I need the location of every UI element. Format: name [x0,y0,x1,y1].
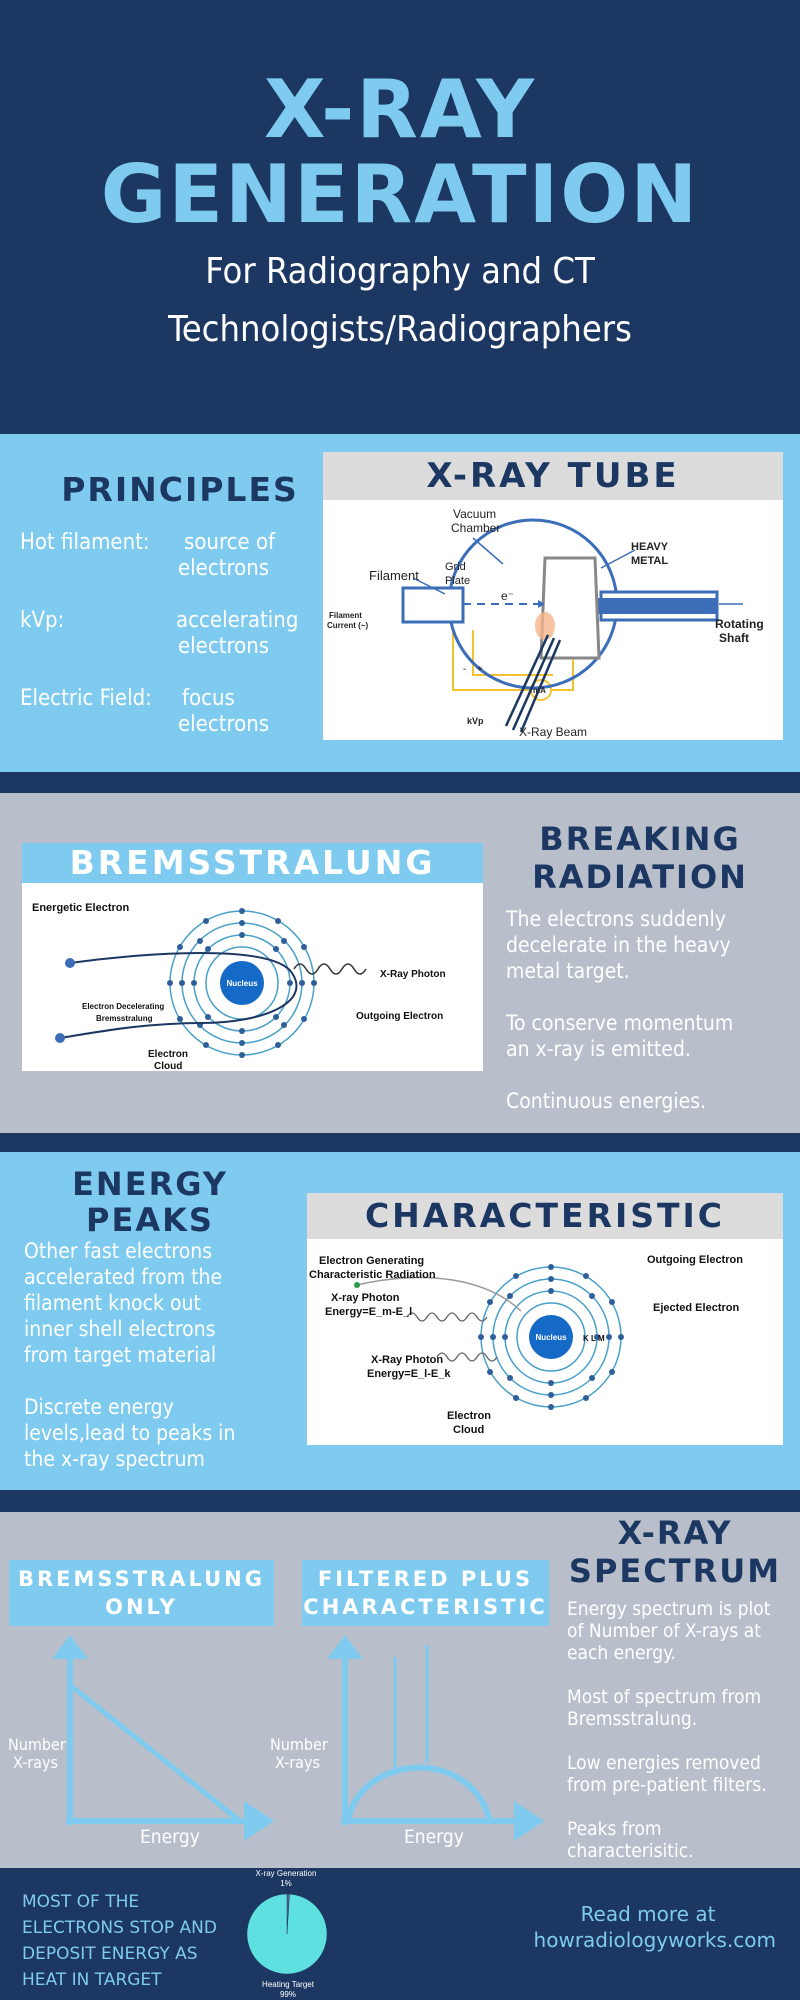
spectrum-line: Most of spectrum from [567,1686,762,1708]
tube-label-plus: + [477,664,483,675]
graph2-ylabel-1: Number [270,1735,328,1754]
graph1-xlabel: Energy [140,1826,200,1848]
char-label-ejected: Ejected Electron [653,1302,740,1314]
characteristic-banner: CHARACTERISTIC [307,1193,783,1239]
spectrum-heading-1: X-RAY [617,1514,733,1552]
energy-line: accelerated from the [24,1265,223,1289]
page-title-line2: GENERATION [100,148,700,241]
read-more-label: Read more at [580,1902,716,1926]
tube-label-kvp: kVp [467,716,484,726]
bremsstrahlung-banner: BREMSSTRALUNG [22,843,483,883]
char-label-photon1b: Energy=E_m-E_l [325,1306,413,1318]
spectrum-text-2 [567,1686,761,1730]
pie-pct-xray: 1% [280,1879,292,1888]
principle-desc-2a: accelerating [176,608,299,633]
principle-term-1: Hot filament: [20,530,150,555]
breaking-line: metal target. [506,959,630,983]
tube-label-filament: Filament [369,568,419,583]
char-label-klm: K L M [583,1334,605,1343]
energy-peaks-heading-1: ENERGY [72,1165,228,1203]
bremsstrahlung-box [22,843,483,1071]
characteristic-diagram [307,1239,783,1445]
brems-only-banner [9,1560,274,1626]
tube-label-ma: mA [533,686,546,695]
char-label-cloud1: Electron [447,1410,492,1422]
char-label-photon2b: Energy=E_l-E_k [367,1368,451,1380]
spectrum-line: Bremsstralung. [567,1708,698,1730]
energy-line: filament knock out [24,1291,201,1315]
page-title-line1: X-RAY [263,63,537,156]
brems-label-outgoing: Outgoing Electron [356,1011,444,1022]
spectrum-heading-2: SPECTRUM [568,1552,782,1590]
energy-line: levels,lead to peaks in [24,1421,236,1445]
breaking-text-1 [506,906,731,984]
breaking-line: decelerate in the heavy [506,933,731,957]
principle-desc-1a: source of [184,530,276,555]
breaking-text-3 [506,1088,706,1114]
tube-label-minus: - [463,664,467,675]
char-label-photon2a: X-Ray Photon [371,1354,444,1366]
graph2-ylabel-2: X-rays [275,1753,321,1772]
filtered-line1: FILTERED PLUS [317,1567,534,1591]
spectrum-line: Energy spectrum is plot [567,1598,771,1620]
energy-peaks-text-2 [24,1394,235,1472]
spectrum-line: Low energies removed [567,1752,761,1774]
tube-label-filcurrent2: Current (~) [327,621,369,630]
char-label-nucleus: Nucleus [535,1333,567,1342]
pie-label-xray: X-ray Generation [255,1869,317,1878]
breaking-line: To conserve momentum [506,1011,734,1035]
tube-label-vacuum1: Vacuum [453,507,497,521]
pie-slice-1 [247,1894,327,1974]
breaking-text-2 [506,1010,733,1062]
brems-label-cloud1: Electron [148,1049,189,1060]
tube-label-vacuum2: Chamber [451,521,501,535]
principle-desc-3b: electrons [178,712,270,737]
brems-label-nucleus: Nucleus [226,979,258,988]
heat-pie-chart [230,1868,350,2000]
principle-desc-1b: electrons [178,556,270,581]
tube-label-grid2: Plate [445,575,471,587]
spectrum-line: from pre-patient filters. [567,1774,767,1796]
char-label-cloud2: Cloud [453,1424,485,1436]
subtitle-line2: Technologists/Radiographers [168,309,632,350]
filtered-banner [302,1560,549,1626]
principle-desc-3a: focus [182,686,235,711]
breaking-line: an x-ray is emitted. [506,1037,691,1061]
principle-term-2: kVp: [20,608,65,633]
brems-label-energetic: Energetic Electron [32,902,130,914]
brems-only-line1: BREMSSTRALUNG [18,1567,265,1591]
footer-line: MOST OF THE [22,1892,140,1912]
principle-desc-2b: electrons [178,634,270,659]
breaking-line: Continuous energies. [506,1089,707,1113]
energy-line: Discrete energy [24,1395,174,1419]
principle-term-3: Electric Field: [20,686,152,711]
read-more-link[interactable]: howradiologyworks.com [533,1928,776,1952]
filtered-line2: CHARACTERISTIC [303,1595,548,1619]
breaking-line: The electrons suddenly [506,907,726,931]
char-label-outgoing: Outgoing Electron [647,1254,743,1266]
footer-line: ELECTRONS STOP AND [22,1918,217,1938]
energy-peaks-text-1 [24,1238,222,1368]
bremsstrahlung-diagram [22,883,483,1071]
graph2-xlabel: Energy [404,1826,464,1848]
spectrum-line: each energy. [567,1642,676,1664]
brems-label-cloud2: Cloud [154,1061,183,1071]
char-label-gen1: Electron Generating [319,1255,425,1267]
tube-label-electron: e⁻ [501,589,515,603]
tube-label-beam: X-Ray Beam [519,725,588,739]
spectrum-text-4 [567,1818,694,1862]
brems-only-line2: ONLY [105,1595,178,1619]
tube-label-rotating1: Rotating [715,617,764,631]
footer-line: DEPOSIT ENERGY AS [22,1944,198,1964]
energy-line: from target material [24,1343,217,1367]
tube-label-grid1: Grid [445,561,466,573]
graph1-ylabel-2: X-rays [13,1753,59,1772]
char-label-gen2: Characteristic Radiation [309,1269,436,1281]
energy-line: Other fast electrons [24,1239,213,1263]
spectrum-line: Peaks from [567,1818,662,1840]
characteristic-box [307,1193,783,1445]
xray-tube-box [323,452,783,740]
footer-line: HEAT IN TARGET [22,1970,162,1990]
principles-heading: PRINCIPLES [61,470,299,509]
graph1-ylabel-1: Number [8,1735,66,1754]
pie-pct-heating: 99% [279,1990,297,1999]
pie-label-heating: Heating Target [262,1980,314,1989]
brems-label-xray: X-Ray Photon [380,969,446,980]
tube-label-filcurrent1: Filament [329,611,362,620]
tube-label-heavy1: HEAVY [631,541,669,553]
xray-tube-diagram [323,500,783,740]
energy-line: the x-ray spectrum [24,1447,205,1471]
footer-left-text [22,1889,217,1993]
xray-tube-banner: X-RAY TUBE [323,452,783,500]
char-label-photon1a: X-ray Photon [331,1292,400,1304]
energy-line: inner shell electrons [24,1317,216,1341]
spectrum-line: characterisitic. [567,1840,694,1862]
tube-label-heavy2: METAL [631,555,669,567]
tube-label-rotating2: Shaft [719,631,749,645]
brems-label-decel2: Bremsstralung [96,1014,153,1023]
spectrum-line: of Number of X-rays at [567,1620,761,1642]
brems-label-decel1: Electron Decelerating [82,1002,165,1011]
spectrum-text-3 [567,1752,767,1796]
spectrum-text-1 [567,1598,770,1664]
breaking-heading-2: RADIATION [532,858,748,896]
energy-peaks-heading-2: PEAKS [86,1201,214,1239]
breaking-heading-1: BREAKING [539,820,741,858]
subtitle-line1: For Radiography and CT [205,251,595,292]
